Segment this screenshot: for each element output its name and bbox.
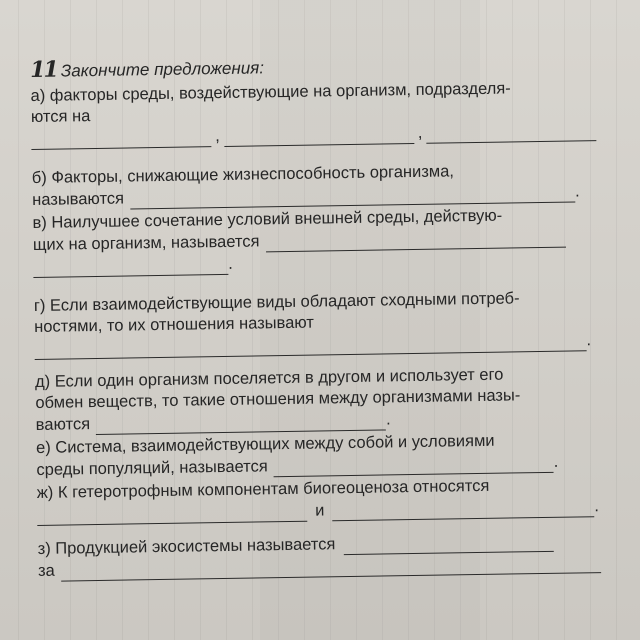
item-z <box>38 529 624 582</box>
period: . <box>228 254 233 273</box>
item-e-line1: е) Система, взаимодействующих между собой и условиями <box>35 431 495 457</box>
task-number: 11 <box>29 56 57 83</box>
comma: , <box>215 127 220 146</box>
item-a <box>30 77 616 150</box>
period: . <box>385 410 391 429</box>
item-d <box>35 363 621 436</box>
comma: , <box>417 123 423 142</box>
answer-blank-d[interactable] <box>96 414 386 435</box>
answer-blank-a2[interactable] <box>224 128 414 147</box>
item-z-line2: за <box>37 561 55 580</box>
period: . <box>553 452 559 471</box>
conjunction-and: и <box>314 501 325 520</box>
answer-blank-zh2[interactable] <box>332 501 594 521</box>
period: . <box>574 182 580 201</box>
item-a-line1: а) факторы среды, воздействующие на организм, подразделя- <box>30 79 511 105</box>
item-zh-line1: ж) К гетеротрофным компонентам биогеоценоза относятся <box>36 476 490 502</box>
answer-blank-g[interactable] <box>34 335 586 360</box>
item-g-line1: г) Если взаимодействующие виды обладают сходными потреб- <box>33 289 520 315</box>
item-d-line1: д) Если один организм поселяется в другом и использует его <box>34 365 504 391</box>
item-v-line2: щих на организм, называется <box>32 232 260 254</box>
item-g-line2: ностями, то их отношения называют <box>34 313 315 336</box>
exercise-block <box>30 51 623 584</box>
item-d-line2: обмен веществ, то такие отношения между организмами назы- <box>35 386 521 412</box>
item-e <box>36 429 622 481</box>
item-zh <box>37 474 623 526</box>
item-v-line1: в) Наилучшее сочетание условий внешней среды, действую- <box>32 206 503 232</box>
item-a-line2: ются на <box>30 107 91 126</box>
item-e-line2: среды популяций, называется <box>36 457 268 479</box>
answer-blank-v2[interactable] <box>33 259 228 278</box>
answer-blank-zh1[interactable] <box>37 506 307 526</box>
answer-blank-a1[interactable] <box>31 131 211 150</box>
item-b-line2: называются <box>32 189 125 209</box>
item-b <box>32 159 618 211</box>
item-v <box>32 204 618 278</box>
answer-blank-e[interactable] <box>274 457 554 477</box>
item-b-line1: б) Факторы, снижающие жизнеспособность организма, <box>31 162 455 187</box>
answer-blank-z2[interactable] <box>61 557 601 581</box>
answer-blank-z1[interactable] <box>343 536 553 555</box>
task-title: Закончите предложения: <box>60 58 265 81</box>
answer-blank-a3[interactable] <box>426 125 596 144</box>
item-z-line1: з) Продукцией экосистемы называется <box>37 535 336 558</box>
period: . <box>586 331 592 350</box>
item-g <box>34 287 620 360</box>
item-d-line3: ваются <box>35 415 91 434</box>
period: . <box>594 497 600 516</box>
